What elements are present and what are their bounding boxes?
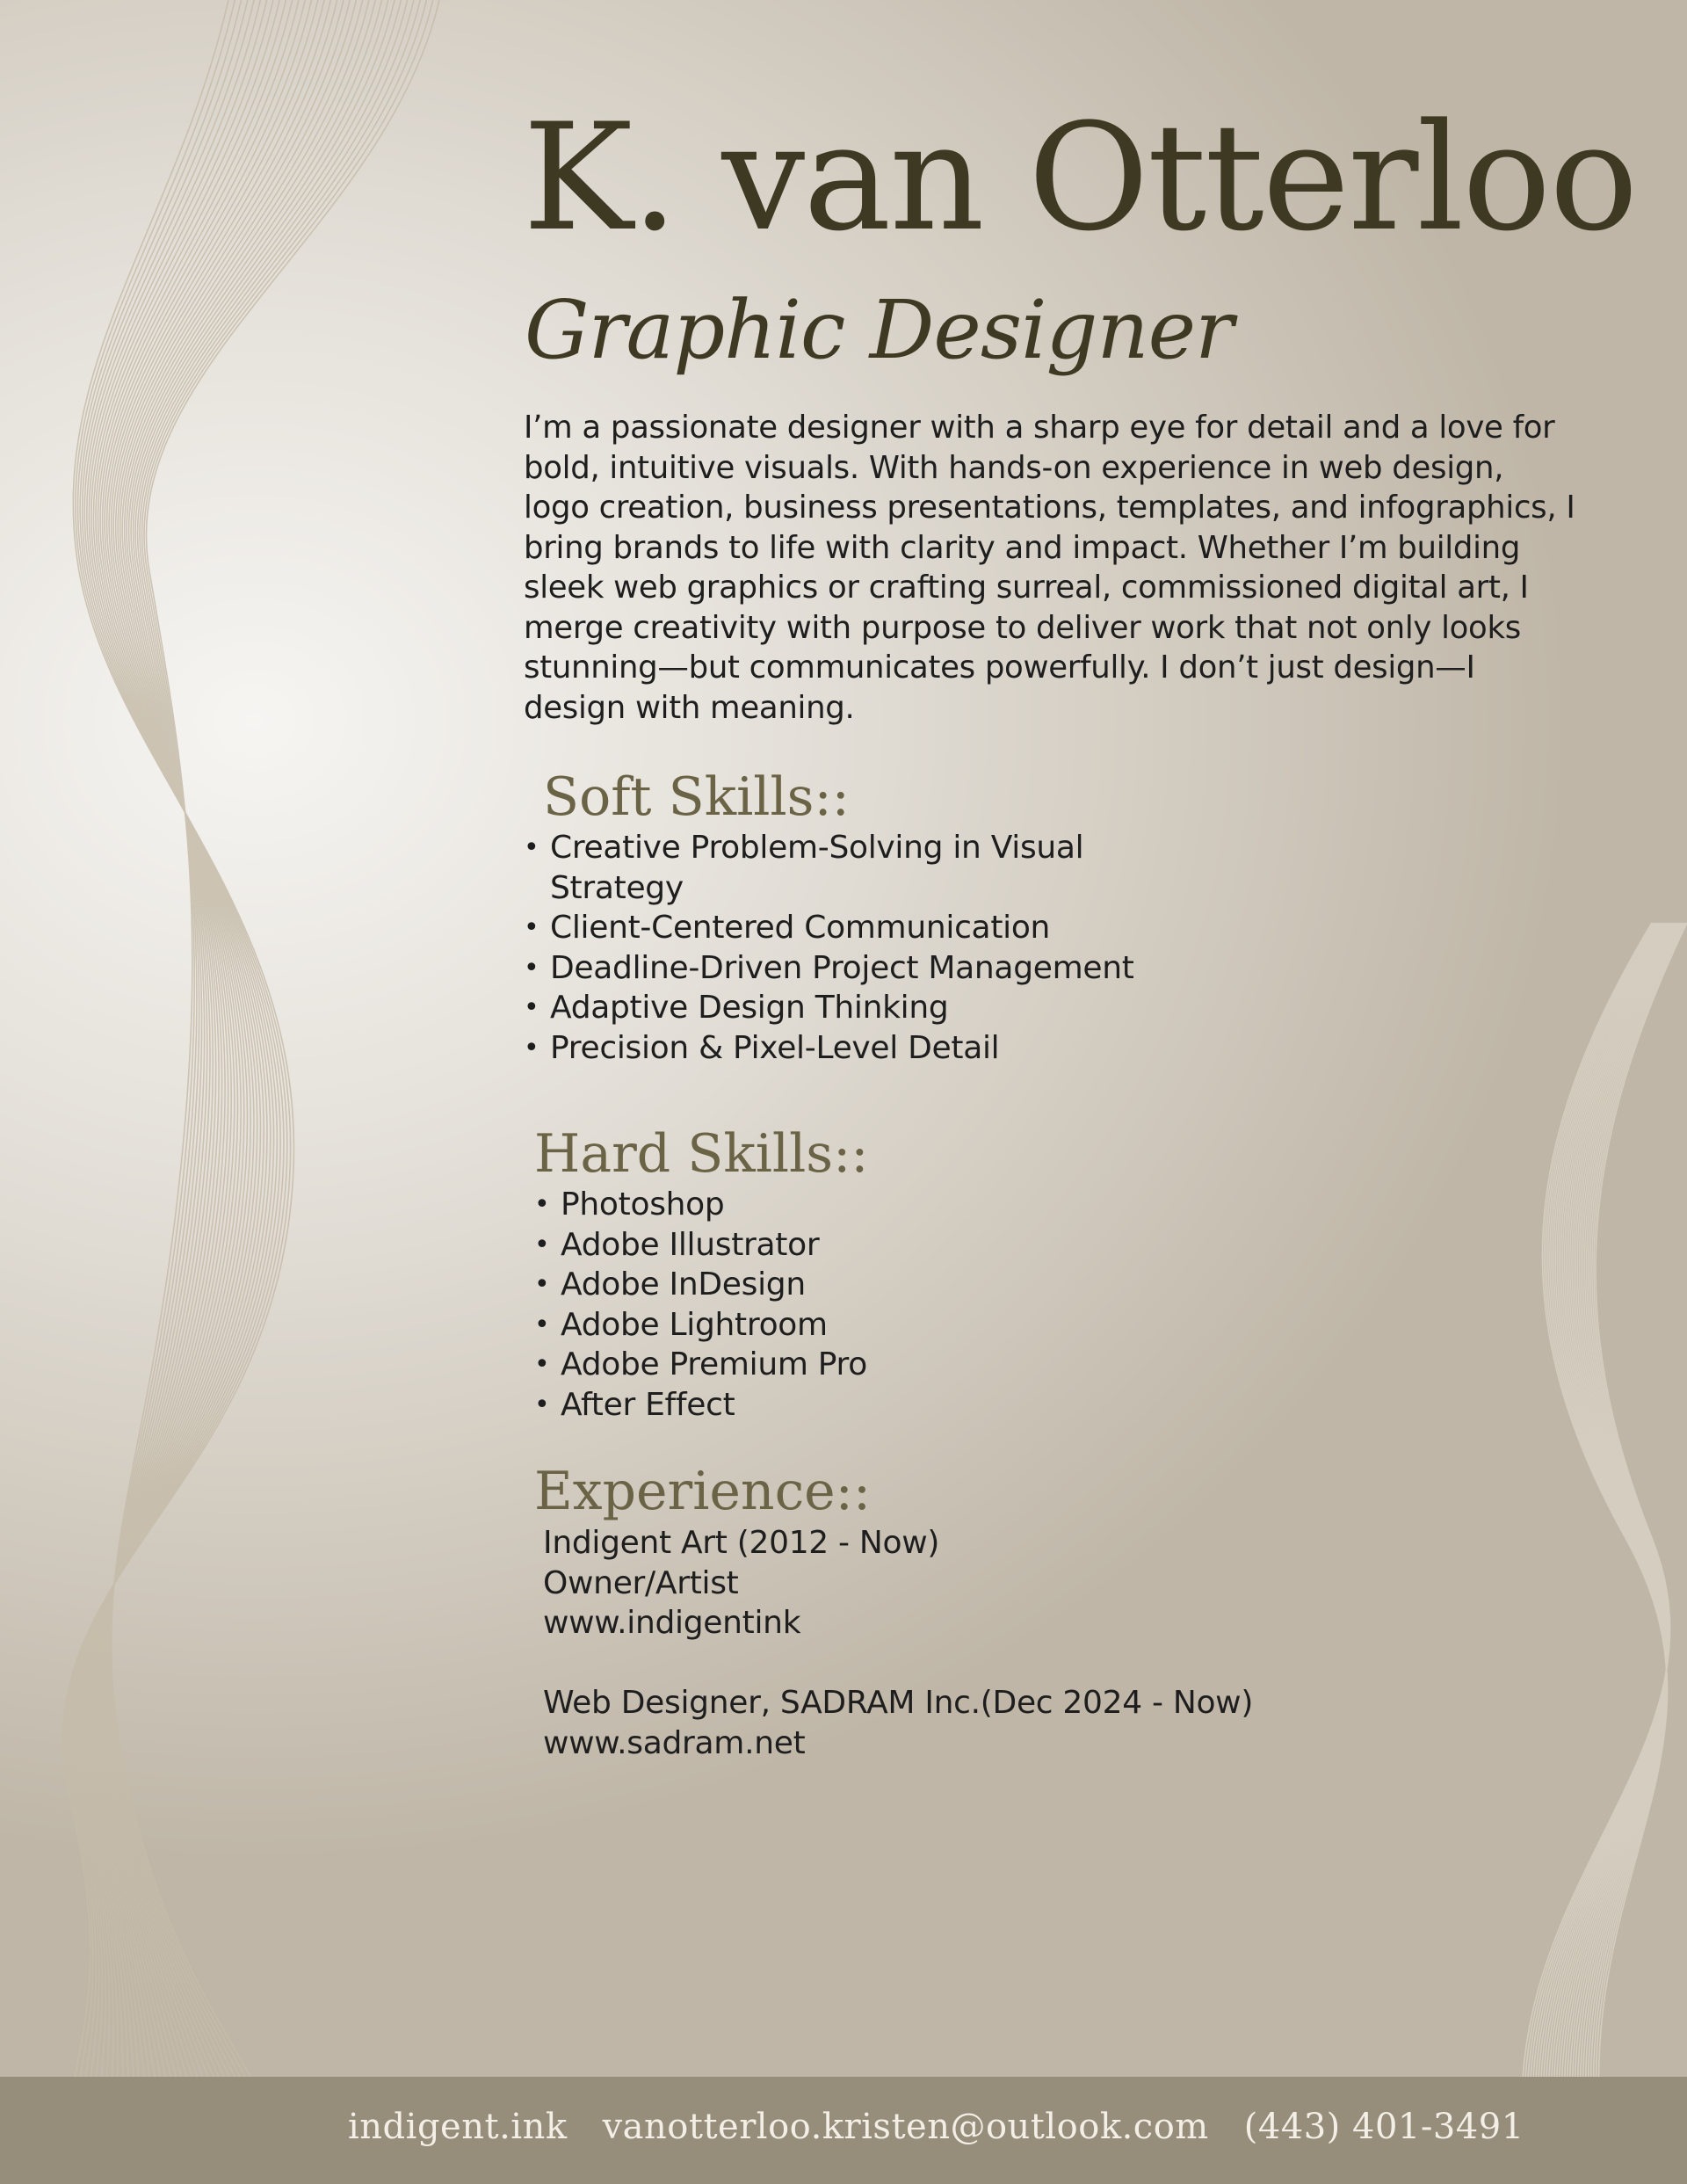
wave-line bbox=[104, 0, 395, 2184]
wave-line bbox=[1556, 923, 1671, 2184]
wave-line bbox=[1548, 923, 1667, 2184]
wave-line bbox=[89, 0, 330, 2184]
website-link[interactable]: www.indigentink bbox=[543, 1605, 801, 1641]
wave-line bbox=[69, 0, 280, 2184]
wave-line bbox=[84, 0, 312, 2184]
bio-paragraph: I’m a passionate designer with a sharp eye for detail and a love for bold, intuitive visuals. With hands-on experience in web design, logo creation, business presentations, templates, and infographics, I bring brands to life with clarity and impact. Whether I’m building sleek web graphics or crafting surreal, commissioned digital art, I merge creativity with purpose to deliver work that not only looks stunning—but communicates powerfully. I don’t just design—I design with meaning. bbox=[524, 410, 1575, 726]
wave-line bbox=[66, 0, 287, 2184]
wave-line bbox=[1542, 923, 1667, 2184]
website-link[interactable]: www.sadram.net bbox=[543, 1724, 806, 1761]
soft-skills-heading: Soft Skills:: bbox=[543, 766, 850, 828]
job-title: Graphic Designer bbox=[525, 283, 1234, 377]
list-item: • Adobe InDesign bbox=[534, 1265, 1149, 1305]
list-item: • Creative Problem-Solving in Visual Strategy bbox=[524, 828, 1139, 908]
wave-line bbox=[64, 0, 290, 2184]
wave-line bbox=[105, 0, 401, 2184]
list-item: • After Effect bbox=[534, 1385, 1149, 1426]
role-company-dates: Web Designer, SADRAM Inc.(Dec 2024 - Now) bbox=[543, 1685, 1254, 1721]
wave-line bbox=[1535, 923, 1681, 2184]
website-link[interactable]: indigent.ink bbox=[348, 2107, 568, 2147]
wave-line bbox=[88, 0, 324, 2184]
experience-heading: Experience:: bbox=[534, 1461, 872, 1522]
wave-line bbox=[1551, 923, 1674, 2184]
wave-line bbox=[1522, 923, 1687, 2184]
wave-line bbox=[95, 0, 356, 2184]
hard-skills-heading: Hard Skills:: bbox=[534, 1123, 869, 1185]
wave-line bbox=[1565, 923, 1667, 2184]
wave-line bbox=[1564, 923, 1668, 2184]
list-item: • Photoshop bbox=[534, 1185, 1149, 1225]
wave-line bbox=[98, 0, 369, 2184]
company-dates: Indigent Art (2012 - Now) bbox=[543, 1525, 940, 1561]
wave-line bbox=[92, 0, 344, 2184]
list-item: • Client-Centered Communication bbox=[524, 908, 1139, 948]
wave-line bbox=[111, 0, 433, 2184]
wave-line bbox=[1524, 923, 1686, 2184]
wave-line bbox=[1546, 923, 1668, 2184]
wave-line bbox=[1555, 923, 1667, 2184]
role: Owner/Artist bbox=[543, 1564, 739, 1601]
wave-line bbox=[108, 0, 420, 2184]
wave-line bbox=[106, 0, 408, 2184]
wave-line bbox=[1538, 923, 1680, 2184]
wave-line bbox=[83, 0, 305, 2184]
hard-skills-list bbox=[534, 1185, 1149, 1425]
wave-line bbox=[1561, 923, 1669, 2184]
wave-line bbox=[91, 0, 337, 2184]
wave-line bbox=[1560, 923, 1666, 2184]
list-item: • Deadline-Driven Project Management bbox=[524, 948, 1139, 989]
candidate-name: K. van Otterloo bbox=[523, 91, 1637, 264]
wave-line bbox=[101, 0, 382, 2184]
wave-line bbox=[78, 0, 286, 2184]
wave-line bbox=[79, 0, 292, 2184]
wave-line bbox=[71, 0, 277, 2184]
wave-line bbox=[1530, 923, 1683, 2184]
wave-line bbox=[1540, 923, 1678, 2184]
wave-line bbox=[102, 0, 387, 2184]
wave-line bbox=[1557, 923, 1667, 2184]
contact-info bbox=[348, 2107, 1560, 2147]
wave-line bbox=[110, 0, 427, 2184]
wave-line bbox=[97, 0, 363, 2184]
list-item: • Adobe Premium Pro bbox=[534, 1345, 1149, 1385]
wave-line bbox=[1548, 923, 1675, 2184]
wave-line bbox=[86, 0, 318, 2184]
list-item: • Adobe Illustrator bbox=[534, 1225, 1149, 1266]
wave-line bbox=[76, 0, 279, 2184]
wave-line bbox=[1552, 923, 1667, 2184]
wave-line bbox=[94, 0, 351, 2184]
wave-line bbox=[112, 0, 439, 2184]
wave-line bbox=[1545, 923, 1668, 2184]
wave-line bbox=[75, 0, 273, 2184]
experience-list bbox=[543, 1523, 1253, 1763]
wave-line bbox=[1532, 923, 1682, 2184]
wave-line bbox=[62, 0, 293, 2184]
list-item: • Adaptive Design Thinking bbox=[524, 988, 1139, 1028]
list-item: • Precision & Pixel-Level Detail bbox=[524, 1028, 1139, 1069]
wave-line bbox=[99, 0, 375, 2184]
experience-entry-2 bbox=[543, 1683, 1253, 1763]
wave-line bbox=[1553, 923, 1672, 2184]
wave-line bbox=[1559, 923, 1666, 2184]
wave-line bbox=[1527, 923, 1684, 2184]
wave-line bbox=[1559, 923, 1669, 2184]
wave-line bbox=[1562, 923, 1666, 2184]
list-item: • Adobe Lightroom bbox=[534, 1305, 1149, 1346]
wave-line bbox=[73, 0, 274, 2184]
wave-line bbox=[1543, 923, 1677, 2184]
wave-line bbox=[68, 0, 284, 2184]
wave-line bbox=[1546, 923, 1676, 2184]
email-link[interactable]: vanotterloo.kristen@outlook.com bbox=[602, 2107, 1209, 2147]
soft-skills-list bbox=[524, 828, 1139, 1068]
wave-line bbox=[1550, 923, 1667, 2184]
experience-entry-1 bbox=[543, 1523, 1253, 1643]
wave-line bbox=[1553, 923, 1667, 2184]
phone-number: (443) 401-3491 bbox=[1243, 2107, 1524, 2147]
wave-line bbox=[107, 0, 414, 2184]
wave-line bbox=[81, 0, 299, 2184]
